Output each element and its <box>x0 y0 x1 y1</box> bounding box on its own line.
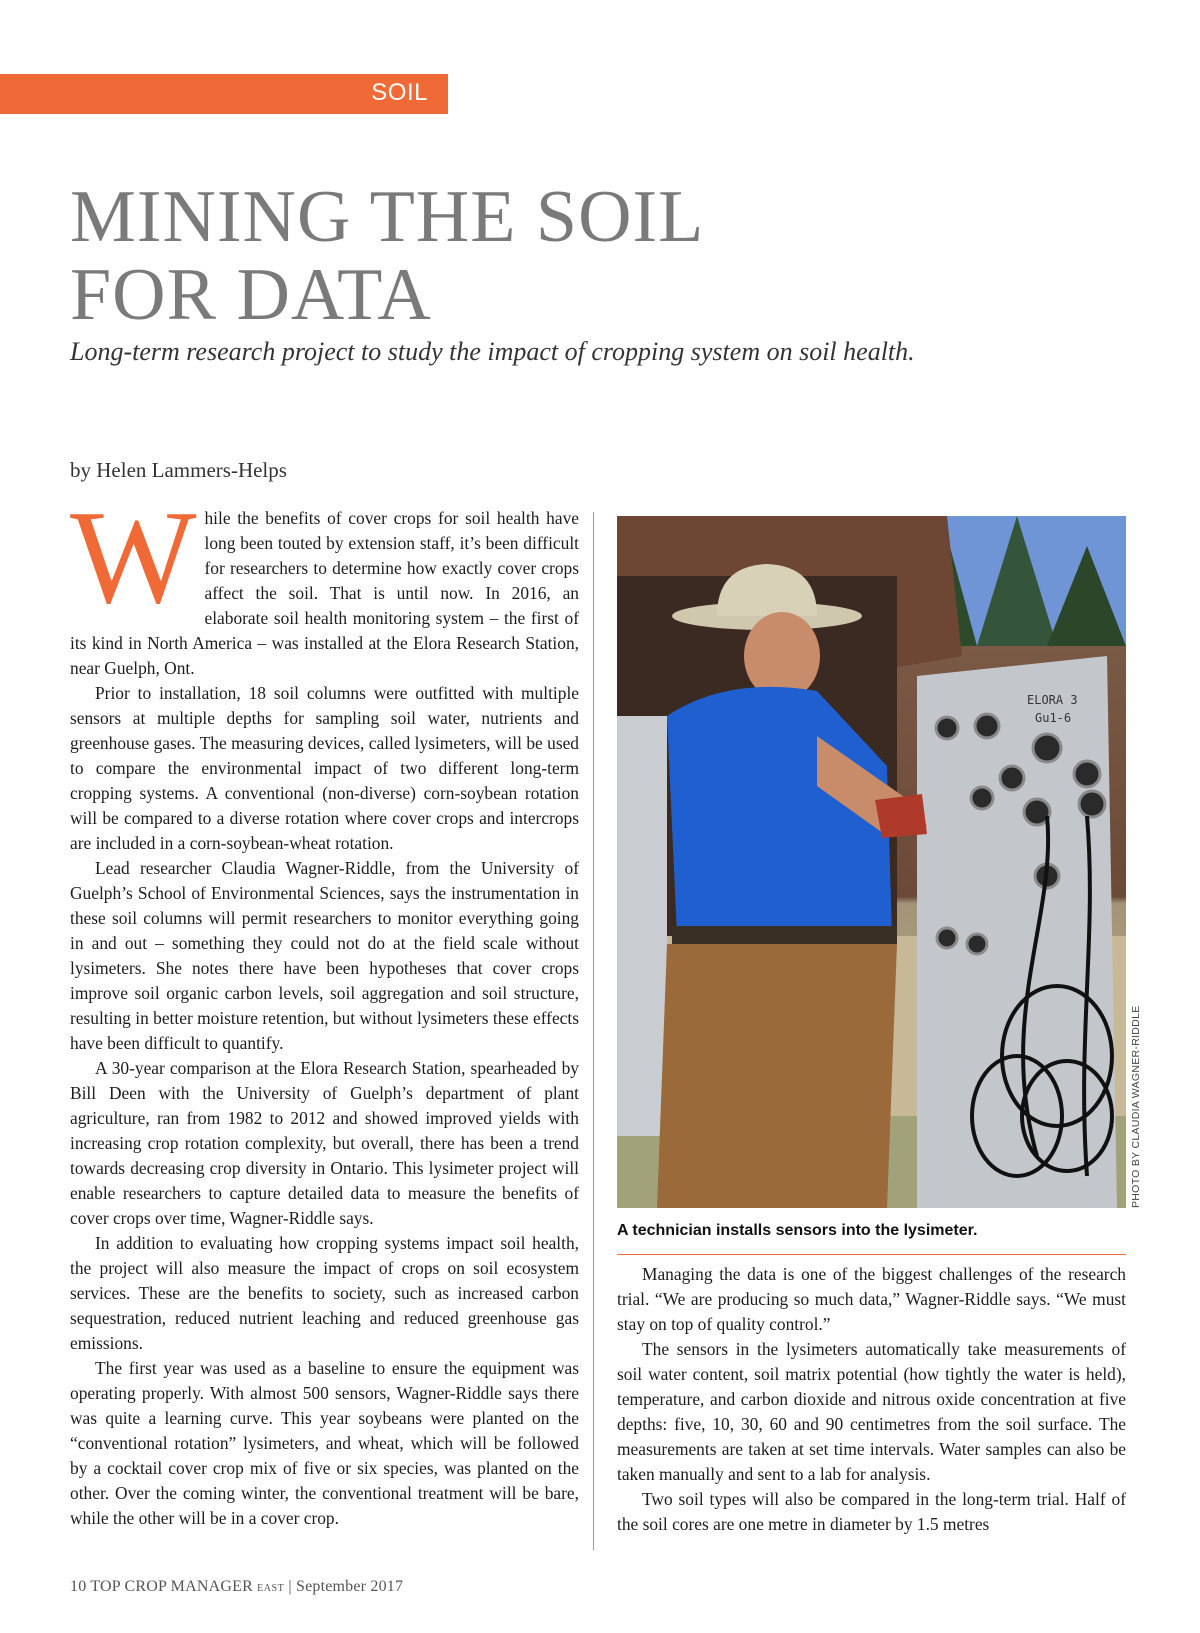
body-paragraph: Lead researcher Claudia Wagner-Riddle, from the University of Guelph’s School of Environmental Sciences, says the instrumentation in these soil columns will permit researchers to monitor everything going in and out – something they could not do at the field scale without lysimeters. She notes there have been hypotheses that cover crops improve soil organic carbon levels, soil aggregation and soil structure, resulting in better moisture retention, but without lysimeters these effects have been difficult to quantify. <box>70 858 579 1053</box>
body-paragraph <box>70 483 579 681</box>
page-number: 10 <box>70 1578 87 1595</box>
article-deck: Long-term research project to study the impact of cropping system on soil health. <box>70 337 915 366</box>
sensor-port <box>937 928 957 948</box>
body-paragraph: A 30-year comparison at the Elora Research Station, spearheaded by Bill Deen with the University of Guelph’s department of plant agriculture, ran from 1982 to 2012 and showed improved yields with increasing crop rotation complexity, but overall, there has been a trend towards decreasing crop diversity in Ontario. This lysimeter project will enable researchers to capture detailed data to measure the benefits of cover crops over time, Wagner-Riddle says. <box>70 1058 579 1228</box>
issue-date: September 2017 <box>295 1578 404 1595</box>
sensor-port <box>1074 761 1100 787</box>
sensor-port <box>1079 791 1105 817</box>
belt <box>672 926 897 944</box>
sensor-port <box>971 787 993 809</box>
paragraph-text: hile the benefits of cover crops for soil health have long been touted by extension staff, it’s been difficult for researchers to determine how exactly cover crops affect the soil. That is until now. In 2016, an elaborate soil health monitoring system – the first of its kind in North America – was installed at the Elora Research Station, near Guelph, Ont. <box>70 508 579 678</box>
photo-credit: PHOTO BY CLAUDIA WAGNER-RIDDLE <box>1130 1005 1142 1208</box>
magazine-edition: EAST <box>257 1583 285 1594</box>
caption-rule <box>617 1254 1126 1255</box>
sensor-port <box>967 934 987 954</box>
body-paragraph: The sensors in the lysimeters automatically take measurements of soil water content, soil matrix potential (how tightly the water is held), temperature, and carbon dioxide and nitrous oxide concentration at five depths: five, 10, 30, 60 and 90 centimetres from the soil surface. The measurements are taken at set time intervals. Water samples can also be taken manually and sent to a lab for analysis. <box>617 1339 1126 1484</box>
photo-caption: A technician installs sensors into the lysimeter. <box>617 1222 978 1239</box>
lysimeter-column <box>617 716 667 1136</box>
section-banner <box>0 74 448 114</box>
footer-separator: | <box>288 1578 292 1595</box>
column-label: ELORA 3 <box>1027 693 1078 707</box>
body-paragraph: Two soil types will also be compared in the long-term trial. Half of the soil cores are one metre in diameter by 1.5 metres <box>617 1489 1126 1534</box>
column-divider <box>593 512 594 1550</box>
body-paragraph: Managing the data is one of the biggest challenges of the research trial. “We are producing so much data,” Wagner-Riddle says. “We must stay on top of quality control.” <box>617 1264 1126 1334</box>
work-pants <box>657 944 897 1208</box>
sensor-port <box>975 714 999 738</box>
sensor-port <box>1033 734 1061 762</box>
body-column-left <box>70 483 579 1566</box>
byline: by Helen Lammers-Helps <box>70 458 287 482</box>
body-paragraph: Prior to installation, 18 soil columns were outfitted with multiple sensors at multiple depths for sampling soil water, nutrients and greenhouse gases. The measuring devices, called lysimeters, will be used to compare the environmental impact of two different long-term cropping systems. A conventional (non-diverse) corn-soybean rotation will be compared to a diverse rotation where cover crops and intercrops are included in a corn-soybean-wheat rotation. <box>70 683 579 853</box>
sensor-port <box>936 717 958 739</box>
article-photo <box>617 516 1126 1208</box>
article-headline <box>70 178 970 334</box>
headline-line-2: FOR DATA <box>70 254 432 336</box>
column-label: Gu1-6 <box>1035 711 1072 725</box>
sensor-port <box>1000 766 1024 790</box>
photo-illustration <box>617 516 1126 1208</box>
section-label: SOIL <box>371 79 428 106</box>
headline-line-1: MINING THE SOIL <box>70 176 705 258</box>
body-paragraph: The first year was used as a baseline to ensure the equipment was operating properly. With almost 500 sensors, Wagner-Riddle says there was quite a learning curve. This year soybeans were planted on the “conventional rotation” lysimeters, and wheat, which will be followed by a cocktail cover crop mix of five or six species, was planted on the other. Over the coming winter, the conventional treatment will be bare, while the other will be in a cover crop. <box>70 1358 579 1528</box>
body-column-right <box>617 1262 1126 1562</box>
magazine-name: TOP CROP MANAGER <box>90 1578 253 1595</box>
face <box>744 612 820 700</box>
body-paragraph: In addition to evaluating how cropping systems impact soil health, the project will also measure the impact of crops on soil ecosystem services. These are the benefits to society, such as increased carbon sequestration, reduced nutrient leaching and reduced greenhouse gas emissions. <box>70 1233 579 1353</box>
drop-cap: W <box>70 483 197 631</box>
glove <box>875 794 927 838</box>
page-footer <box>70 1578 403 1596</box>
